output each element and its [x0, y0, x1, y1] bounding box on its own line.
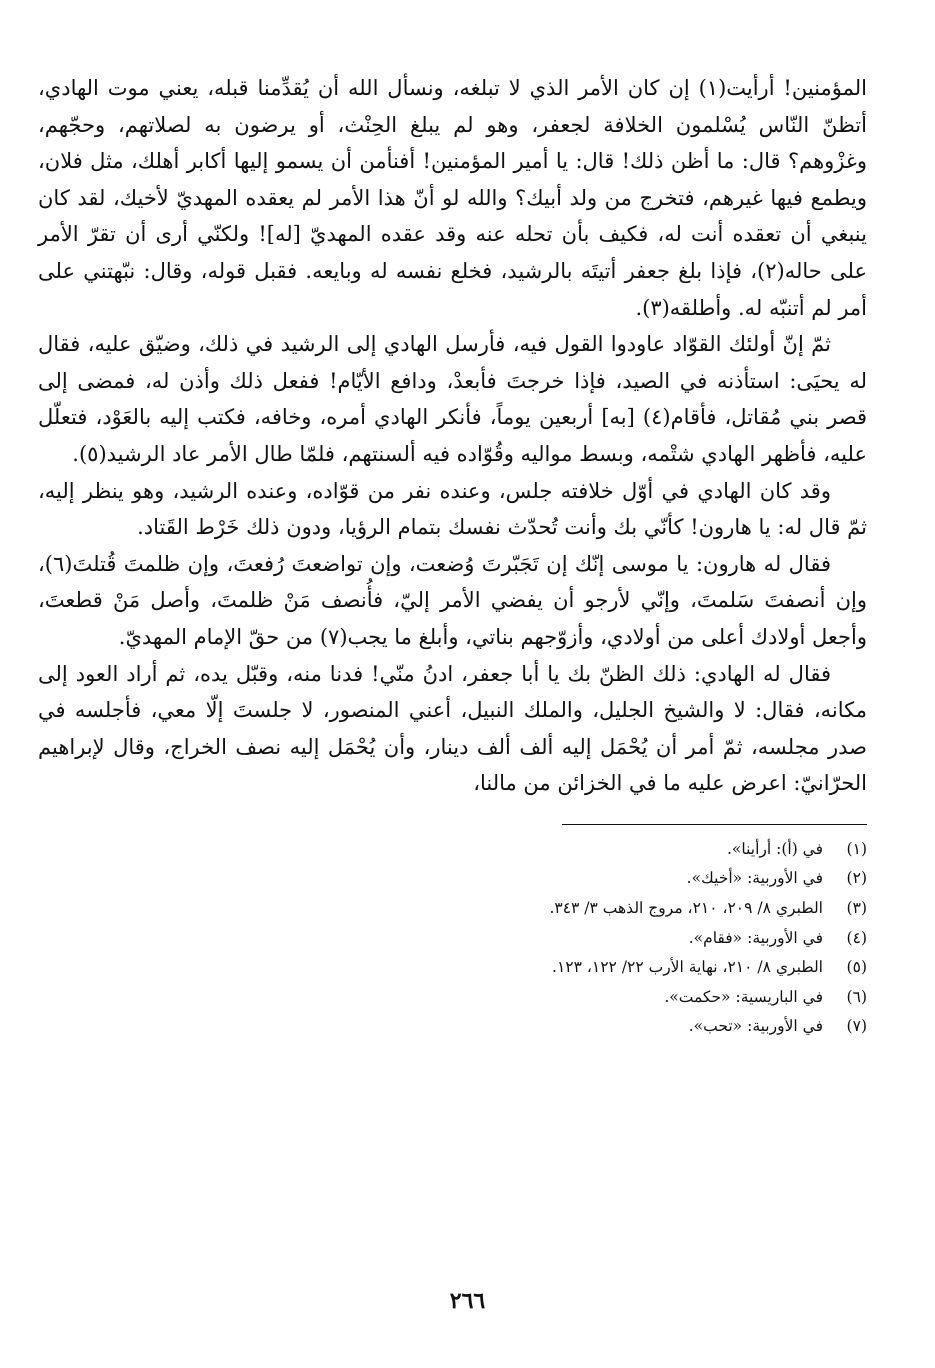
footnote-item [38, 924, 867, 954]
footnote-text: في (أ): أرأينا». [726, 839, 823, 858]
paragraph-5: فقال له الهادي: ذلك الظنّ بك يا أبا جعفر، ادنُ منّي! فدنا منه، وقبّل يده، ثم أراد العود إلى مكانه، فقال: لا والشيخ الجليل، والملك النبيل، أعني المنصور، لا جلستَ إلّا معي، فأجلسه في صدر مجلسه، ثمّ أمر أن يُحْمَل إليه ألف ألف دينار، وأن يُحْمَل إليه نصف الخراج، وقال لإبراهيم الحرّانيّ: اعرض عليه ما في الخزائن من مالنا، [38, 661, 867, 796]
footnote-item [38, 953, 867, 983]
footnote-text: في الباريسية: «حكمت». [664, 987, 823, 1006]
footnote-number: (٣) [846, 899, 867, 918]
footnote-item [38, 864, 867, 894]
footnote-number: (٧) [846, 1017, 867, 1036]
footnote-item [38, 835, 867, 865]
footnote-separator [562, 824, 867, 825]
footnote-number: (٥) [846, 958, 867, 977]
footnote-text: في الأوربية: «أخيك». [686, 869, 823, 888]
footnote-text: الطبري ٨/ ٢٠٩، ٢١٠، مروج الذهب ٣/ ٣٤٣. [549, 899, 823, 918]
main-text [38, 70, 867, 802]
footnote-text: في الأوربية: «فقام». [688, 928, 823, 947]
paragraph-1: المؤمنين! أرأيت(١) إن كان الأمر الذي لا تبلغه، ونسأل الله أن يُقدِّمنا قبله، يعني موت الهادي، أتظنّ النّاس يُسْلمون الخلافة لجعفر، وهو لم يبلغ الحِنْث، أو يرضون به لصلاتهم، وحجّهم، وغزْوهم؟ قال: ما أظن ذلك! قال: يا أمير المؤمنين! أفنأمن أن يسمو إليها أكابر أهلك، مثل فلان، ويطمع فيها غيرهم، فتخرج من ولد أبيك؟ والله لو أنّ هذا الأمر لم يعقده المهديّ لأخيك، لقد كان ينبغي أن تعقده أنت له، فكيف بأن تحله عنه وقد عقده المهديّ [له]! ولكنّي أرى أن تقرّ الأمر على حاله(٢)، فإذا بلغ جعفر أتيتَه بالرشيد، فخلع نفسه له وبايعه. فقبل قوله، وقال: نبّهتني على أمر لم أتنبّه له. وأطلقه(٣). [38, 76, 867, 320]
footnotes [38, 835, 867, 1042]
paragraph-3: وقد كان الهادي في أوّل خلافته جلس، وعنده نفر من قوّاده، وعنده الرشيد، وهو ينظر إليه، ثمّ قال له: يا هارون! كأنّي بك وأنت تُحدّث نفسك بتمام الرؤيا، ودون ذلك خَرْط القَتاد. [38, 478, 867, 540]
footnote-item [38, 1012, 867, 1042]
footnote-number: (٢) [846, 869, 867, 888]
footnote-text: الطبري ٨/ ٢١٠، نهاية الأرب ٢٢/ ١٢٢، ١٢٣. [552, 958, 823, 977]
footnote-number: (٦) [846, 987, 867, 1006]
footnote-text: في الأوربية: «تحب». [688, 1017, 823, 1036]
footnote-item [38, 894, 867, 924]
page-number: ٢٦٦ [449, 1288, 486, 1314]
footnote-item [38, 983, 867, 1013]
footnote-number: (٤) [846, 928, 867, 947]
paragraph-4: فقال له هارون: يا موسى إنّك إن تَجَبّرتَ وُضعت، وإن تواضعتَ رُفعتَ، وإن ظلمتَ قُتلتَ(٦)، وإن أنصفتَ سَلمتَ، وإنّي لأرجو أن يفضي الأمر إليّ، فأُنصف مَنْ ظلمتَ، وأصل مَنْ قطعتَ، وأجعل أولادك أعلى من أولادي، وأزوّجهم بناتي، وأبلغ ما يجب(٧) من حقّ الإمام المهديّ. [38, 551, 867, 649]
footnote-number: (١) [846, 839, 867, 858]
paragraph-2: ثمّ إنّ أولئك القوّاد عاودوا القول فيه، فأرسل الهادي إلى الرشيد في ذلك، وضيّق عليه، فقال له يحيَى: استأذنه في الصيد، فإذا خرجتَ فأبعدْ، ودافع الأيّام! ففعل ذلك وأذن له، فمضى إلى قصر بني مُقاتل، فأقام(٤) [به] أربعين يوماً، فأنكر الهادي أمره، وخافه، فكتب إليه بالعَوْد، فتعلّل عليه، فأظهر الهادي شتْمه، وبسط مواليه وقُوّاده فيه ألسنتهم، فلمّا طال الأمر عاد الرشيد(٥). [38, 332, 867, 466]
